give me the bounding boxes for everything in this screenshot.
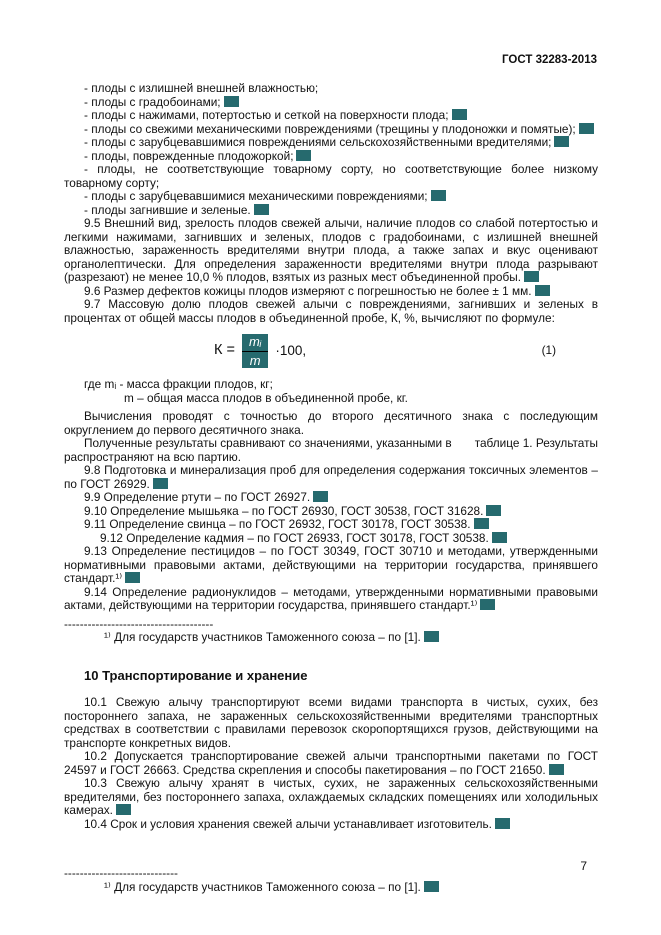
highlight-mark [535,285,550,296]
list-item [64,82,598,96]
formula-block [64,334,598,368]
list-item-text: - плоды со свежими механическими повреждениями (трещины у плодоножки и помятые); [84,121,576,136]
list-item-text: - плоды с зарубцевавшимися повреждениями сельскохозяйственными вредителями; [84,135,552,149]
paragraph-9-5 [64,217,598,285]
formula-number: (1) [541,343,556,358]
paragraph-text: 9.12 Определение кадмия – по ГОСТ 26933, ГОСТ 30178, ГОСТ 30538. [100,530,489,545]
paragraph-text: 9.9 Определение ртути – по ГОСТ 26927. [84,490,311,504]
paragraph-9-8 [64,464,598,491]
paragraph-text: 9.10 Определение мышьяка – по ГОСТ 26930, ГОСТ 30538, ГОСТ 31628. [84,503,484,518]
paragraph-10-4 [64,818,598,832]
list-item-text: - плоды с градобоинами; [84,94,221,109]
footnote-text-content: ¹⁾ Для государств участников Таможенного союза – по [1]. [104,630,421,644]
highlight-mark [296,150,311,161]
list-item [64,123,598,137]
list-item [64,190,598,204]
paragraph-text: m – общая масса плодов в объединенной пробе, кг. [124,390,408,405]
highlight-mark [125,572,140,583]
list-item-text: - плоды загнившие и зеленые. [84,202,251,217]
highlight-mark [554,136,569,147]
highlight-mark [116,804,131,815]
page-number: 7 [580,859,587,873]
paragraph-text: где mᵢ - масса фракции плодов, кг; [84,377,273,391]
highlight-mark [480,599,495,610]
paragraph-10-3 [64,777,598,818]
paragraph-text: 10.3 Свежую алычу хранят в чистых, сухих, не зараженных сельскохозяйственными вредителями, без постороннего запаха, охлаждаемых складских помещениях или холодильных камерах. [64,776,598,817]
highlight-mark [452,109,467,120]
paragraph-9-14 [64,586,598,613]
list-item-text: - плоды с зарубцевавшимися механическими повреждениями; [84,189,428,203]
paragraph-text: 10.4 Срок и условия хранения свежей алычи устанавливает изготовитель. [84,816,492,831]
paragraph-text: 9.5 Внешний вид, зрелость плодов свежей алычи, наличие плодов со слабой потертостью и легкими нажимами, загнивших и зеленых, плодов с градобоинами, с излишней внешней влажностью, зараженность вредителями внутри плода, а также запах и вкус оценивают органолептически. Для определения зараженности вредителями внутри плода разрывают (разрезают) не менее 10,0 % плодов, взятых из разных мест объединенной пробы. [64,216,598,284]
highlight-mark [424,631,439,642]
highlight-mark [524,271,539,282]
highlight-mark [579,123,594,134]
list-item [64,163,598,190]
formula-where-line-1 [64,378,598,392]
doc-number: ГОСТ 32283-2013 [502,54,597,66]
formula-where-line-2 [64,392,598,406]
highlight-mark [153,478,168,489]
list-item [64,204,598,218]
footnote-block-2 [64,867,598,894]
list-item-text: - плоды, не соответствующие товарному сорту, но соответствующие более низкому товарному сорту; [64,162,598,190]
paragraph-text: Полученные результаты сравнивают со значениями, указанными в таблице 1. Результаты распространяют на всю партию. [64,436,598,464]
paragraph-9-13 [64,545,598,586]
list-item-text: - плоды с излишней внешней влажностью; [84,81,319,95]
footnote-text [64,631,598,645]
paragraph-text: 9.8 Подготовка и минерализация проб для определения содержания токсичных элементов – по ГОСТ 26929. [64,463,598,491]
formula-multiplier: ·100, [275,343,307,359]
highlight-mark [549,764,564,775]
formula-denominator: m [242,352,268,369]
paragraph-results [64,437,598,464]
paragraph-9-10 [64,505,598,519]
separator-dashes: -------------------------------------- [64,616,214,631]
paragraph-calculation [64,410,598,437]
paragraph-text: 9.11 Определение свинца – по ГОСТ 26932, ГОСТ 30178, ГОСТ 30538. [84,517,471,531]
paragraph-text: 10.1 Свежую алычу транспортируют всеми видами транспорта в чистых, сухих, без постороннего запаха, не зараженных сельскохозяйственными вредителями транспортных средствах в соответствии с правилами перевозок скоропортящихся грузов, действующими на транспорте конкретных видов. [64,695,598,750]
highlight-mark [254,204,269,215]
list-item [64,96,598,110]
highlight-mark [495,818,510,829]
paragraph-10-2 [64,750,598,777]
section-10-heading: 10 Транспортирование и хранение [84,667,308,683]
list-item [64,109,598,123]
highlight-mark [424,881,439,892]
paragraph-text: 10.2 Допускается транспортирование свежей алычи транспортными пакетами по ГОСТ 24597 и ГОСТ 26663. Средства скрепления и способы пакетирования – по ГОСТ 21650. [64,749,598,777]
paragraph-text: 9.14 Определение радионуклидов – методами, утвержденными нормативными правовыми актами, действующими на территории государства, принявшего стандарт.¹⁾ [64,584,598,612]
paragraph-10-1 [64,696,598,750]
highlight-mark [313,491,328,502]
page-content [64,82,598,894]
footnote-text [64,881,598,895]
footnote-text-content: ¹⁾ Для государств участников Таможенного союза – по [1]. [104,879,421,894]
paragraph-9-12 [64,532,598,546]
paragraph-text: 9.6 Размер дефектов кожицы плодов измеряют с погрешностью не более ± 1 мм. [84,283,532,298]
footnote-block [64,618,598,645]
footnote-separator [64,867,598,881]
formula-lhs: К = [214,342,235,359]
paragraph-9-7 [64,298,598,325]
list-item-text: - плоды с нажимами, потертостью и сеткой на поверхности плода; [84,108,449,122]
paragraph-text: Вычисления проводят с точностью до второго десятичного знака с последующим округлением до первого десятичного знака. [64,409,598,437]
formula-fraction [242,334,268,368]
highlight-mark [431,190,446,201]
list-item-text: - плоды, поврежденные плодожоркой; [84,148,294,163]
paragraph-9-9 [64,491,598,505]
separator-dashes: ----------------------------- [64,866,178,880]
highlight-mark [474,518,489,529]
paragraph-text: 9.13 Определение пестицидов – по ГОСТ 30349, ГОСТ 30710 и методами, утвержденными нормативными правовыми актами, действующими на территории государства, принявшего стандарт.¹⁾ [64,544,598,585]
formula-numerator: mᵢ [242,334,268,352]
paragraph-9-11 [64,518,598,532]
highlight-mark [492,532,507,543]
paragraph-text: 9.7 Массовую долю плодов свежей алычи с повреждениями, загнивших и зеленых в процентах от общей массы плодов в объединенной пробе, К, %, вычисляют по формуле: [64,297,598,325]
list-item [64,150,598,164]
paragraph-9-6 [64,285,598,299]
highlight-mark [486,505,501,516]
list-item [64,136,598,150]
highlight-mark [224,96,239,107]
footnote-separator [64,618,598,632]
